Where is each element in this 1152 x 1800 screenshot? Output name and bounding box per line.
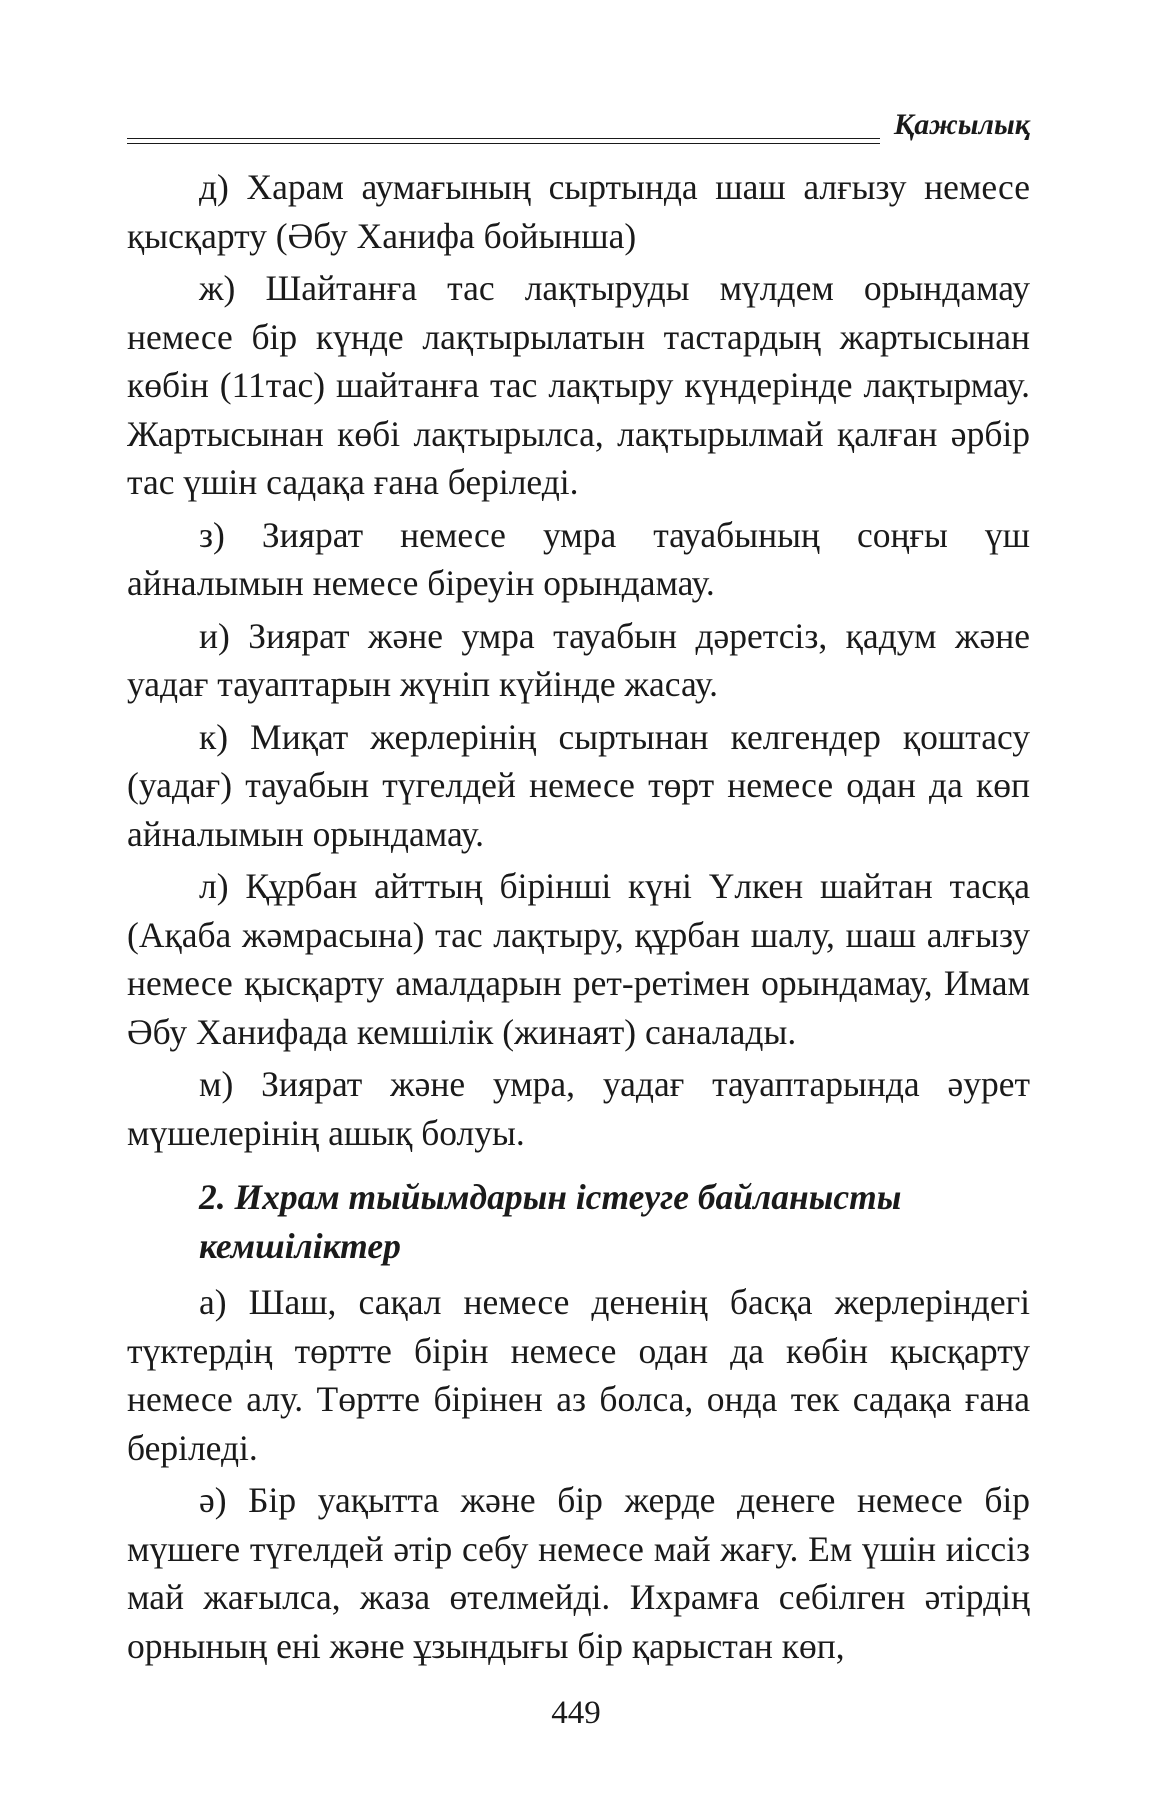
page-number: 449 (551, 1695, 601, 1731)
paragraph-z: з) Зиярат немесе умра тауабының соңғы үш айналымын немесе біреуін орындамау. (127, 514, 1030, 603)
paragraph-a: а) Шаш, сақал немесе дененің басқа жерлеріндегі түктердің төртте бірін немесе одан да көбін қысқарту немесе алу. Төртте бірінен аз болса, онда тек садақа ғана беріледі. (127, 1282, 1030, 1468)
body-text (127, 163, 1030, 1674)
header-rule-top (127, 138, 880, 139)
paragraph-d: д) Харам аумағының сыртында шаш алғызу немесе қысқарту (Әбу Ханифа бойынша) (127, 167, 1030, 256)
paragraph-zh: ж) Шайтанға тас лақтыруды мүлдем орындамау немесе бір күнде лақтырылатын тастардың жартысынан көбін (11тас) шайтанға тас лақтыру күндерінде лақтырмау. Жартысынан көбі лақтырылса, лақтырылмай қалған әрбір тас үшін садақа ғана беріледі. (127, 268, 1030, 502)
paragraph-l: л) Құрбан айттың бірінші күні Үлкен шайтан тасқа (Ақаба жәмрасына) тас лақтыру, құрбан шалу, шаш алғызу немесе қысқарту амалдарын рет-ретімен орындамау, Имам Әбу Ханифада кемшілік (жинаят) саналады. (127, 866, 1030, 1052)
paragraph-i: и) Зиярат және умра тауабын дәретсіз, қадум және уадағ тауаптарын жүніп күйінде жасау. (127, 615, 1030, 704)
section-heading: 2. Ихрам тыйымдарын істеуге байланысты кемшіліктер (199, 1177, 902, 1266)
paragraph-m: м) Зиярат және умра, уадағ тауаптарында әурет мүшелерінің ашық болуы. (127, 1064, 1030, 1153)
running-header-title: Қажылық (893, 108, 1030, 141)
header-rule-bottom (127, 143, 880, 144)
paragraph-ae: ә) Бір уақытта және бір жерде денеге немесе бір мүшеге түгелдей әтір себу немесе май жағу. Ем үшін иіссіз май жағылса, жаза өтелмейді. Ихрамға себілген әтірдің орнының ені және ұзындығы бір қарыстан көп, (127, 1480, 1030, 1666)
paragraph-k: к) Миқат жерлерінің сыртынан келгендер қоштасу (уадағ) тауабын түгелдей немесе төрт немесе одан да көп айналымын орындамау. (127, 716, 1030, 854)
running-header (127, 107, 1030, 147)
